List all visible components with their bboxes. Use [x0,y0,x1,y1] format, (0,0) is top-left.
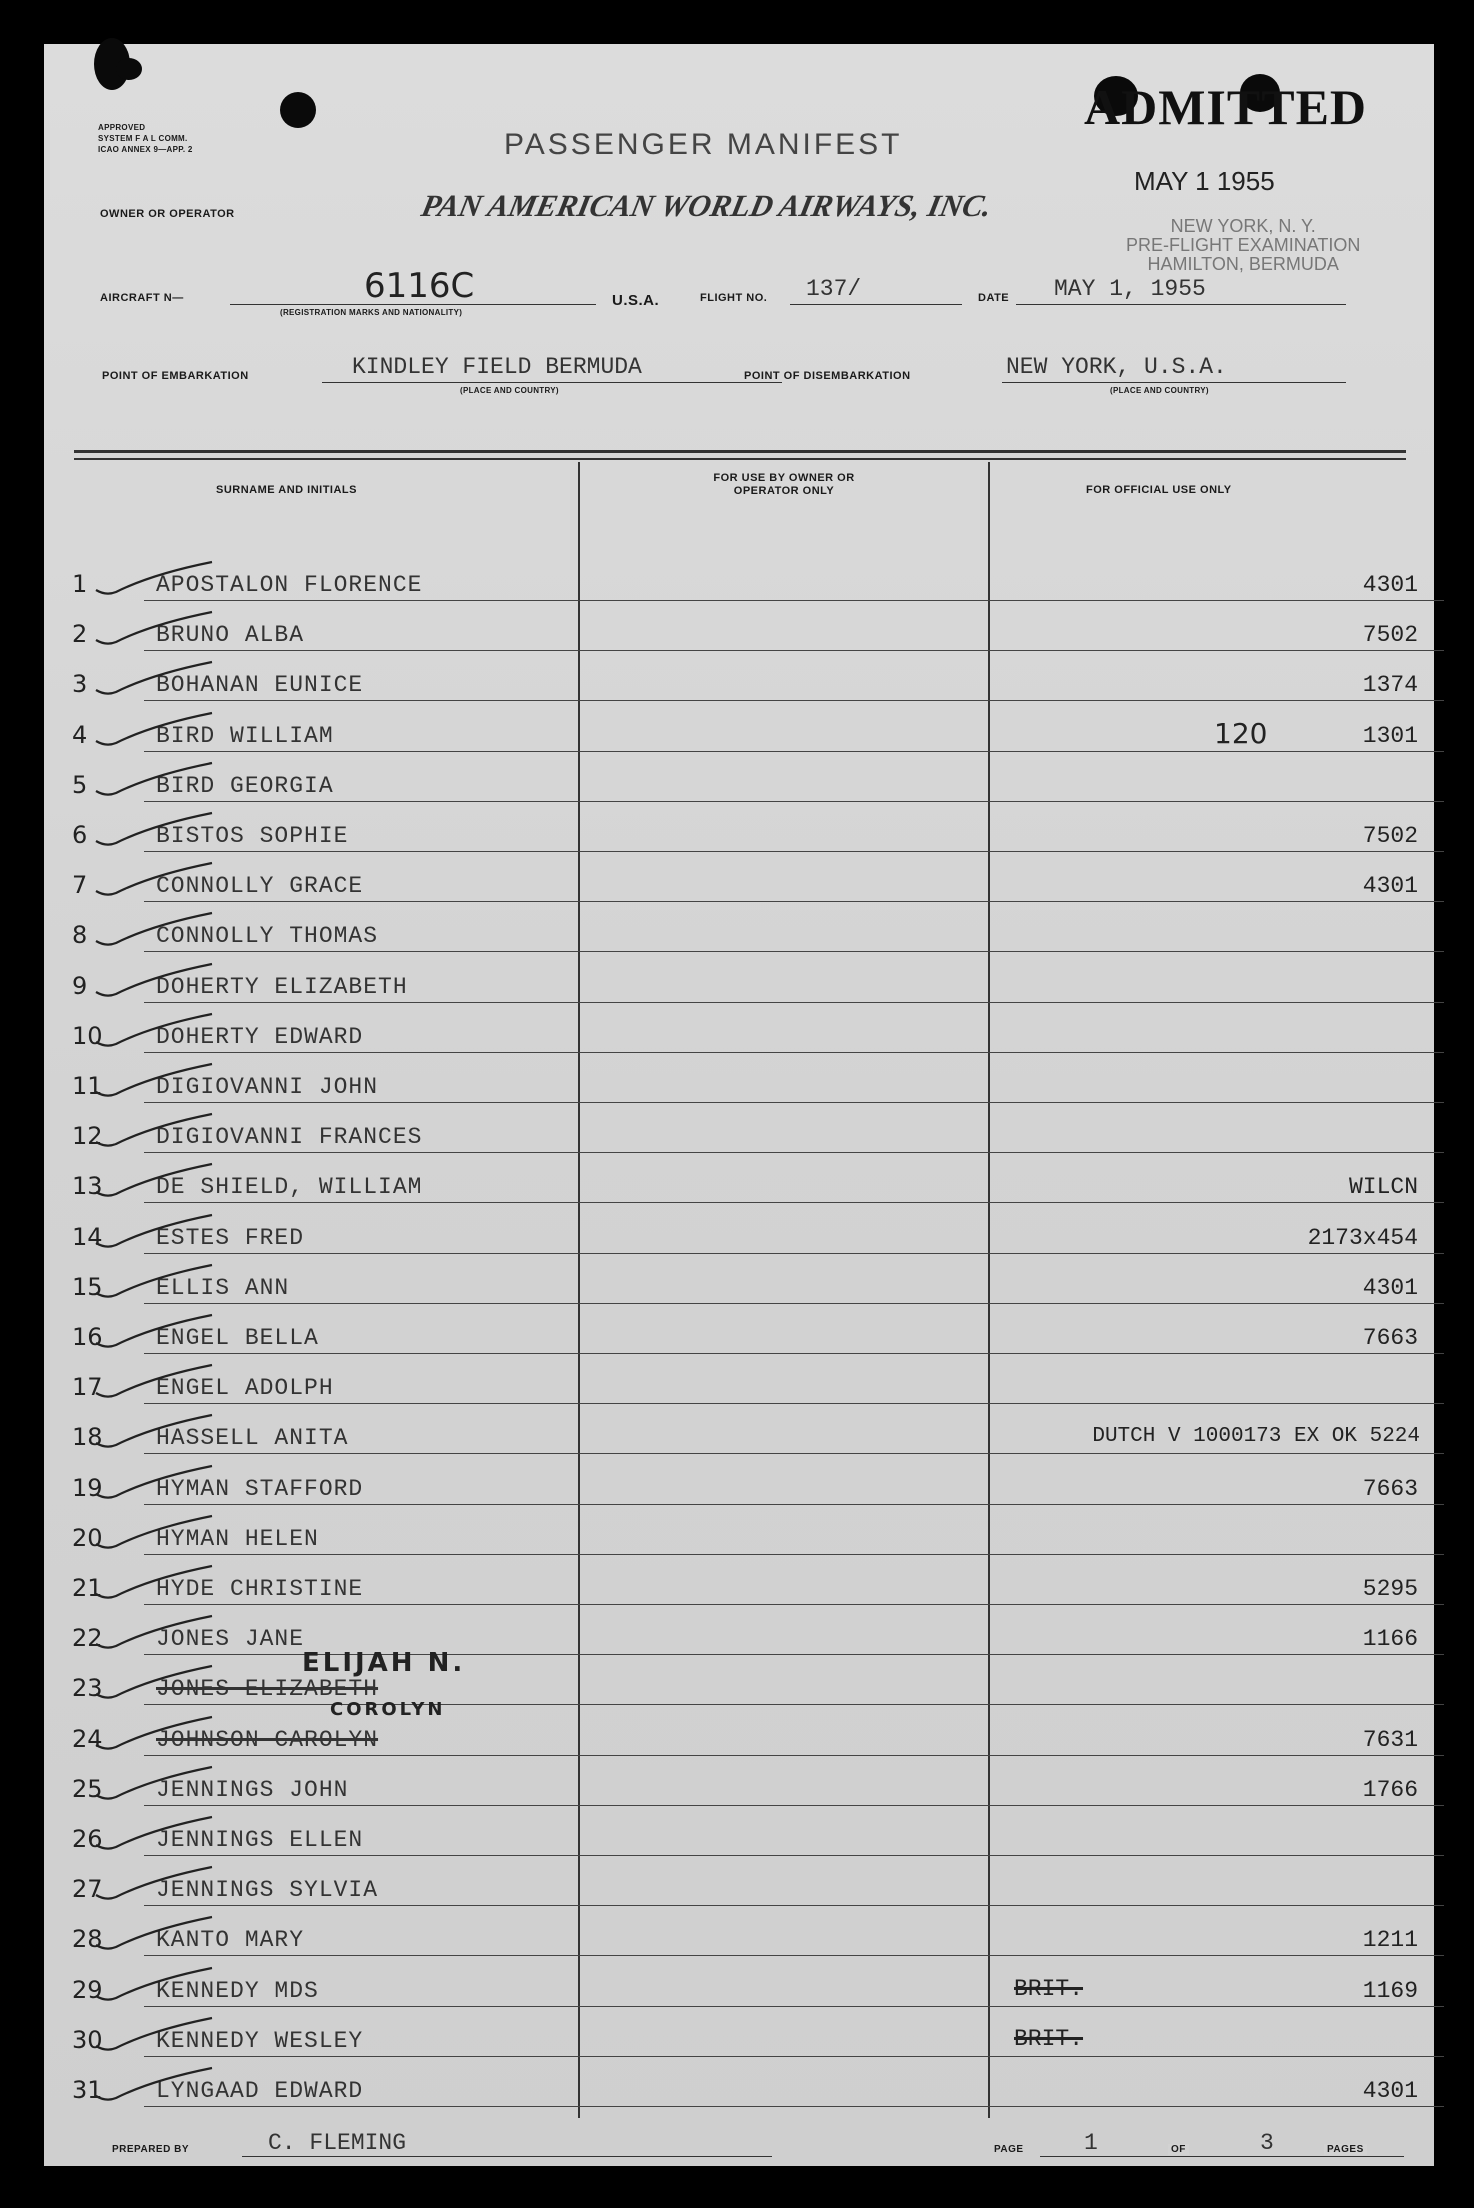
prepared-rule [242,2156,772,2157]
passenger-name: LYNGAAD EDWARD [156,2078,364,2104]
official-use-value: 7663 [1362,1325,1418,1351]
manifest-sheet [44,44,1434,2166]
row-number: 10 [72,1021,103,1050]
passenger-name: BIRD WILLIAM [156,722,334,749]
column-header-owner-use: FOR USE BY OWNER OR OPERATOR ONLY [713,472,855,497]
passenger-name: JENNINGS ELLEN [156,1827,364,1853]
row-rule [144,1905,1444,1906]
passenger-name: DE SHIELD, WILLIAM [156,1174,423,1201]
passenger-name: BOHANAN EUNICE [156,672,364,699]
table-top-rule [74,450,1406,453]
row-rule [144,2106,1444,2107]
aircraft-value: 6116C [364,266,475,306]
row-number: 28 [72,1925,103,1954]
passenger-name: JENNINGS SYLVIA [156,1877,379,1904]
row-number: 6 [72,821,88,849]
approved-block: APPROVED SYSTEM F A L COMM. ICAO ANNEX 9—APP. 2 [98,123,193,154]
official-use-value: 1301 [1362,722,1418,749]
passenger-name: APOSTALON FLORENCE [156,572,423,598]
row-number: 2 [72,620,88,649]
row-number: 20 [72,1523,103,1552]
passenger-name: DOHERTY ELIZABETH [156,973,408,1000]
column-header-official-use: FOR OFFICIAL USE ONLY [1086,484,1232,496]
row-rule [144,2006,1444,2007]
passenger-name: DIGIOVANNI JOHN [156,1074,379,1100]
row-rule [144,951,1444,952]
official-use-value: 5295 [1362,1576,1418,1602]
row-rule [144,1253,1444,1254]
row-number: 15 [72,1272,103,1301]
disembark-value: NEW YORK, U.S.A. [1006,354,1227,380]
official-use-value: 7502 [1362,622,1418,649]
row-number: 23 [72,1674,103,1703]
official-use-value: 4301 [1362,1274,1418,1301]
official-use-value: 7631 [1362,1726,1418,1753]
passenger-name: KENNEDY WESLEY [156,2027,364,2054]
page-label: PAGE [994,2144,1024,2155]
ink-blot [280,92,316,128]
date-value: MAY 1, 1955 [1054,276,1206,302]
passenger-name: CONNOLLY GRACE [156,873,364,900]
official-note: BRIT. [1014,1975,1084,2002]
owner-label: OWNER OR OPERATOR [100,208,235,220]
official-use-value: WILCN [1348,1174,1418,1201]
passenger-name: KENNEDY MDS [156,1977,319,2004]
admitted-stamp: ADMITTED [1084,79,1368,135]
passenger-name: CONNOLLY THOMAS [156,923,379,950]
official-use-value: 7663 [1362,1475,1418,1502]
column-divider [988,462,990,2118]
row-number: 8 [72,921,88,950]
passenger-name: JOHNSON CAROLYN [156,1726,379,1753]
registration-caption: (REGISTRATION MARKS AND NATIONALITY) [280,308,463,317]
flight-rule [790,304,962,305]
row-rule [144,1755,1444,1756]
row-number: 19 [72,1473,103,1502]
row-rule [144,751,1444,752]
passenger-name: ESTES FRED [156,1224,305,1251]
passenger-name: ENGEL BELLA [156,1325,319,1351]
flight-value: 137/ [806,276,862,302]
passenger-name: ENGEL ADOLPH [156,1375,334,1402]
passenger-name: ELLIS ANN [156,1274,290,1301]
official-use-value: 1166 [1362,1626,1418,1653]
row-rule [144,600,1444,601]
row-number: 22 [72,1624,103,1653]
row-rule [144,1052,1444,1053]
row-rule [144,1453,1444,1454]
passenger-name: DIGIOVANNI FRANCES [156,1124,423,1151]
row-number: 12 [72,1122,103,1151]
official-use-value: 4301 [1362,873,1418,900]
row-number: 16 [72,1323,103,1351]
owner-value: PAN AMERICAN WORLD AIRWAYS, INC. [418,188,995,223]
row-rule [144,1102,1444,1103]
handwritten-correction: COROLYN [330,1698,446,1720]
row-rule [144,1002,1444,1003]
aircraft-label: AIRCRAFT N— [100,292,184,304]
official-use-value: 1169 [1362,1977,1418,2004]
handwritten-correction: ELIJAH N. [302,1648,466,1679]
passenger-name: HYMAN HELEN [156,1525,319,1552]
row-number: 18 [72,1423,103,1452]
official-use-value: 1211 [1362,1927,1418,1954]
passenger-name: BRUNO ALBA [156,622,305,649]
column-divider [578,462,580,2118]
row-rule [144,1955,1444,1956]
row-number: 11 [72,1072,103,1100]
official-note: 120 [1214,716,1268,750]
official-use-value: 1374 [1362,672,1418,699]
row-number: 5 [72,770,88,799]
row-rule [144,2056,1444,2057]
page-title: PASSENGER MANIFEST [504,128,903,161]
row-rule [144,901,1444,902]
row-rule [144,700,1444,701]
row-number: 7 [72,871,88,900]
row-rule [144,1152,1444,1153]
prepared-label: PREPARED BY [112,2144,189,2155]
row-number: 3 [72,670,88,699]
row-number: 21 [72,1574,103,1602]
flight-label: FLIGHT NO. [700,292,768,304]
row-number: 27 [72,1875,103,1904]
ink-blot [116,58,142,80]
row-rule [144,1303,1444,1304]
official-use-value: 1766 [1362,1776,1418,1803]
passenger-name: JONES ELIZABETH [156,1676,379,1703]
passenger-name: HASSELL ANITA [156,1425,349,1452]
passenger-name: JENNINGS JOHN [156,1776,349,1803]
of-value: 3 [1260,2130,1274,2156]
date-label: DATE [978,292,1010,304]
embark-label: POINT OF EMBARKATION [102,370,249,382]
disembark-rule [1002,382,1346,383]
nationality: U.S.A. [612,292,660,309]
prepared-value: C. FLEMING [268,2130,407,2156]
row-number: 1 [72,570,88,598]
row-rule [144,1805,1444,1806]
of-label: OF [1168,2144,1189,2155]
row-number: 13 [72,1172,103,1201]
date-rule [1016,304,1346,305]
passenger-name: JONES JANE [156,1626,305,1653]
official-use-value: 4301 [1362,572,1418,598]
row-rule [144,851,1444,852]
row-number: 4 [72,720,88,749]
row-number: 30 [72,2025,103,2054]
official-use-value: 7502 [1362,823,1418,849]
passenger-name: HYMAN STAFFORD [156,1475,364,1502]
column-header-surname: SURNAME AND INITIALS [216,484,357,496]
row-number: 17 [72,1373,103,1402]
row-number: 29 [72,1975,103,2004]
row-number: 25 [72,1774,103,1803]
row-rule [144,1353,1444,1354]
row-rule [144,1504,1444,1505]
stamp-text: NEW YORK, N. Y. PRE-FLIGHT EXAMINATION HAMILTON, BERMUDA [1126,216,1361,274]
passenger-name: BIRD GEORGIA [156,772,334,799]
row-rule [144,801,1444,802]
passenger-name: HYDE CHRISTINE [156,1576,364,1602]
official-use-value: 2173x454 [1307,1224,1418,1251]
page-value: 1 [1084,2130,1098,2156]
passenger-name: DOHERTY EDWARD [156,1023,364,1050]
row-number: 31 [72,2076,103,2104]
row-rule [144,1554,1444,1555]
embark-rule [322,382,782,383]
stamp-date: MAY 1 1955 [1134,166,1275,196]
table-top-rule [74,458,1406,460]
row-number: 24 [72,1724,103,1753]
row-rule [144,1202,1444,1203]
disembark-caption: (PLACE AND COUNTRY) [1110,386,1209,395]
official-use-value: 4301 [1362,2078,1418,2104]
official-use-value: DUTCH V 1000173 EX OK 5224 [1092,1425,1420,1449]
embark-value: KINDLEY FIELD BERMUDA [352,354,642,380]
embark-caption: (PLACE AND COUNTRY) [460,386,559,395]
row-rule [144,1855,1444,1856]
page-rule [1040,2156,1404,2157]
pages-label: PAGES [1324,2144,1367,2155]
row-rule [144,1604,1444,1605]
passenger-name: KANTO MARY [156,1927,305,1954]
passenger-name: BISTOS SOPHIE [156,823,349,849]
row-number: 9 [72,971,88,1000]
row-number: 26 [72,1825,103,1853]
row-rule [144,1403,1444,1404]
row-rule [144,650,1444,651]
row-number: 14 [72,1222,103,1251]
disembark-label: POINT OF DISEMBARKATION [744,370,911,382]
official-note: BRIT. [1014,2025,1084,2052]
